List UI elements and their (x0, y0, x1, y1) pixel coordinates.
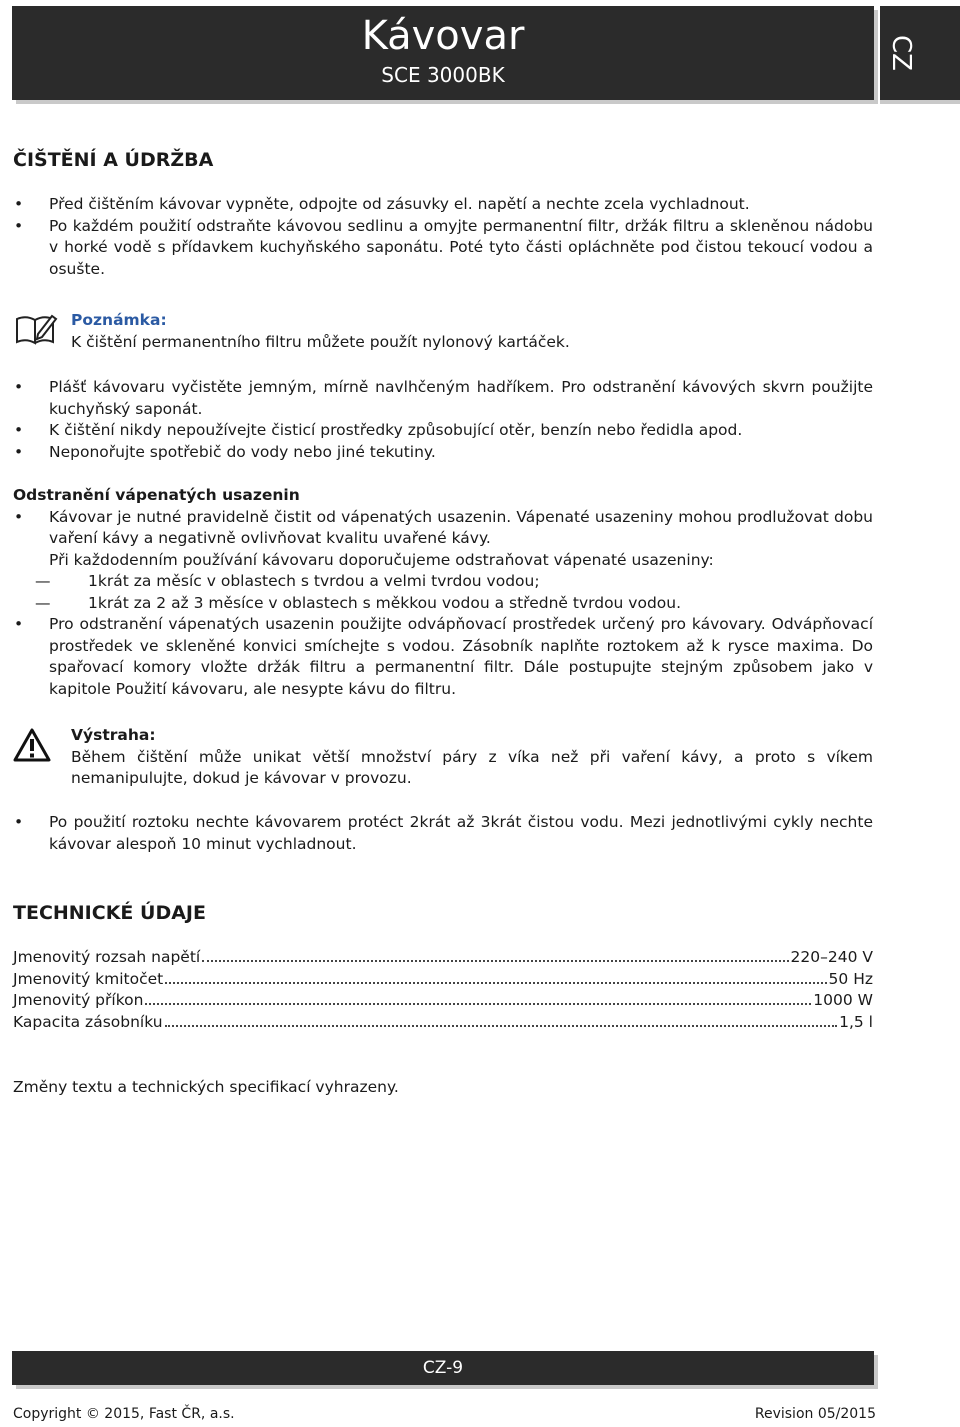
bullet-icon: • (14, 507, 24, 526)
list-item (13, 442, 873, 464)
copyright: Copyright © 2015, Fast ČR, a.s. (13, 1406, 235, 1422)
spec-table (13, 947, 873, 1033)
dash-icon: — (35, 593, 51, 612)
list-item-text: Pro odstranění vápenatých usazenin použijte odvápňovací prostředek určený pro kávovary. Odvápňovací prostředek ve skleněné konvici smíchejte s vodou. Zásobník naplňte roztokem až k rysce maxima. Do spařovací komory vložte držák filtru a permanentní filtr. Dále postupujte stejným způsobem jako v kapitole Použití kávovaru, ale nesypte kávu do filtru. (49, 615, 873, 698)
spec-label: Kapacita zásobníku (13, 1012, 163, 1031)
list-item-text: 1krát za měsíc v oblastech s tvrdou a velmi tvrdou vodou; (88, 572, 540, 590)
spec-label: Jmenovitý kmitočet (13, 969, 164, 988)
list-item (13, 812, 873, 855)
spec-value: 220–240 V (790, 948, 873, 966)
dash-icon: — (35, 572, 51, 590)
bullet-icon: • (14, 615, 24, 633)
spec-value: 50 Hz (828, 969, 873, 988)
language-code: CZ (886, 35, 916, 71)
note-box (71, 310, 873, 353)
list-item (13, 614, 873, 700)
list-item (13, 194, 873, 216)
bullet-icon: • (14, 442, 24, 461)
list-item-text: Kávovar je nutné pravidelně čistit od vápenatých usazenin. Vápenaté usazeniny mohou prodlužovat dobu vaření kávy a negativně ovlivňovat kvalitu uvařené kávy. (49, 507, 873, 547)
model-number: SCE 3000BK (381, 63, 505, 87)
spec-value: 1,5 l (839, 1012, 873, 1031)
paragraph: Při každodenním používání kávovaru doporučujeme odstraňovat vápenaté usazeniny: (49, 550, 714, 569)
list-item (13, 216, 873, 281)
list-item-text: 1krát za 2 až 3 měsíce v oblastech s měkkou vodou a středně tvrdou vodou. (88, 593, 682, 612)
spec-value: 1000 W (813, 991, 873, 1009)
warning-box (71, 725, 873, 790)
cleaning-bullets-2 (13, 377, 873, 463)
spec-row (13, 947, 873, 969)
note-heading: Poznámka: (71, 311, 167, 329)
page-number: CZ-9 (422, 1358, 464, 1378)
dot-leader (202, 960, 788, 962)
dot-leader (145, 1003, 811, 1005)
bullet-icon: • (14, 216, 24, 235)
list-item (13, 571, 873, 593)
descaling-final (13, 812, 873, 855)
revision: Revision 05/2015 (754, 1406, 876, 1422)
list-item-text: K čištění nikdy nepoužívejte čisticí prostředky způsobující otěr, benzín nebo ředidla apod. (49, 421, 743, 439)
list-item (13, 593, 873, 615)
note-text: K čištění permanentního filtru můžete použít nylonový kartáček. (71, 332, 570, 351)
list-item (13, 377, 873, 420)
list-item (13, 420, 873, 442)
list-item-text: Před čištěním kávovar vypněte, odpojte od zásuvky el. napětí a nechte zcela vychladnout. (49, 195, 750, 213)
bullet-icon: • (14, 378, 24, 396)
dot-leader (165, 982, 826, 984)
disclaimer: Změny textu a technických specifikací vyhrazeny. (13, 1078, 399, 1096)
spec-row (13, 990, 873, 1012)
subheading-descaling: Odstranění vápenatých usazenin (13, 486, 300, 504)
bullet-icon: • (14, 813, 24, 831)
bullet-icon: • (14, 421, 24, 439)
list-item (13, 507, 873, 550)
warning-heading: Výstraha: (71, 726, 156, 744)
spec-label: Jmenovitý příkon (13, 991, 144, 1009)
book-pencil-icon (14, 312, 58, 346)
spec-row (13, 969, 873, 991)
spec-label: Jmenovitý rozsah napětí (13, 948, 201, 966)
list-item-text: Neponořujte spotřebič do vody nebo jiné tekutiny. (49, 442, 436, 461)
list-item-text: Po každém použití odstraňte kávovou sedlinu a omyjte permanentní filtr, držák filtru a skleněnou nádobu v horké vodě s přídavkem kuchyňského saponátu. Poté tyto části opláchněte pod čistou tekoucí vodou a osušte. (49, 216, 873, 278)
document-title: Kávovar (361, 13, 525, 59)
cleaning-bullets (13, 194, 873, 280)
warning-triangle-icon (13, 728, 51, 762)
list-item-text: Plášť kávovaru vyčistěte jemným, mírně navlhčeným hadříkem. Pro odstranění kávových skvrn použijte kuchyňský saponát. (49, 378, 873, 418)
spec-row (13, 1012, 873, 1034)
descaling-section (13, 485, 873, 700)
warning-text: Během čištění může unikat větší množství páry z víka než při vaření kávy, a proto s víkem nemanipulujte, dokud je kávovar v provozu. (71, 747, 873, 787)
section-heading-tech: TECHNICKÉ ÚDAJE (13, 902, 206, 924)
list-item-text: Po použití roztoku nechte kávovarem protéct 2krát až 3krát čistou vodu. Mezi jednotlivými cykly nechte kávovar alespoň 10 minut vychladnout. (49, 813, 873, 853)
dot-leader (165, 1025, 838, 1027)
section-heading-cleaning: ČIŠTĚNÍ A ÚDRŽBA (13, 149, 214, 171)
bullet-icon: • (14, 195, 24, 213)
